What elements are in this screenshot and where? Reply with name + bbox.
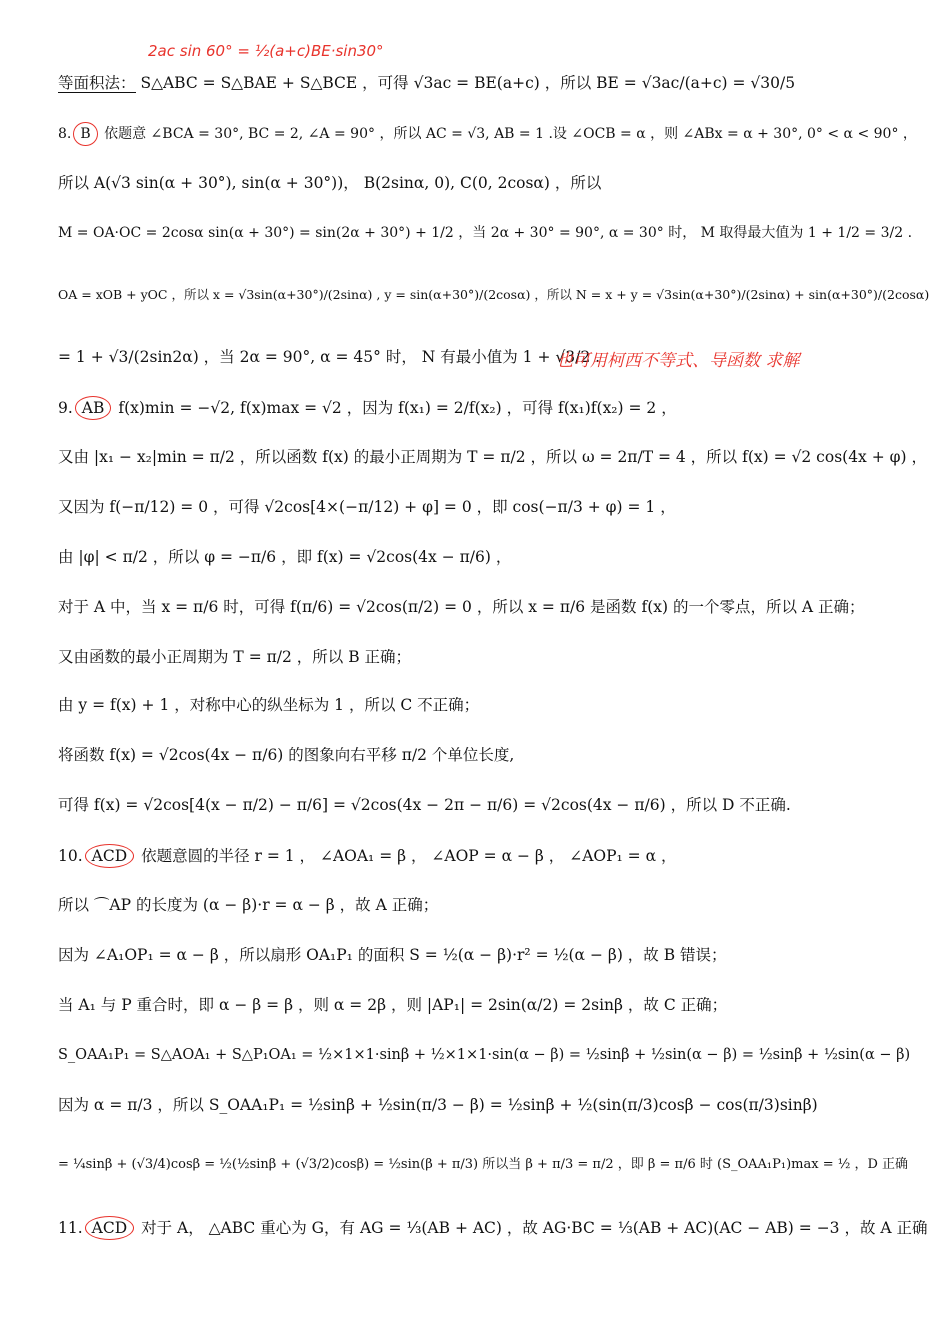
line-l20: 因为 α = π/3 ，所以 S_OAA₁P₁ = ½sinβ + ½sin(π/3 − β) = ½sinβ + ½(sin(π/3)cosβ − cos(π/3)sinβ) (58, 1096, 818, 1114)
line-text: S△ABC = S△BAE + S△BCE ，可得 √3ac = BE(a+c) ，所以 BE = √3ac/(a+c) = √30/5 (140, 74, 796, 92)
line-l10: 对于 A 中，当 x = π/6 时，可得 f(π/6) = √2cos(π/2) = 0 ，所以 x = π/6 是函数 f(x) 的一个零点，所以 A 正确； (58, 598, 865, 616)
problem-number: 8. (58, 126, 72, 142)
line-l17: 因为 ∠A₁OP₁ = α − β ，所以扇形 OA₁P₁ 的面积 S = ½(α − β)·r² = ½(α − β) ，故 B 错误； (58, 946, 727, 964)
problem-8 (58, 122, 930, 146)
line-text: 对于 A， △ABC 重心为 G，有 AG = ⅓(AB + AC) ，故 AG·BC = ⅓(AB + AC)(AC − AB) = −3 ，故 A 正确 (141, 1219, 928, 1237)
line-l8: 又因为 f(−π/12) = 0 ，可得 √2cos[4×(−π/12) + φ] = 0 ，即 cos(−π/3 + φ) = 1 ， (58, 498, 676, 516)
answer-circle: ACD (85, 1216, 134, 1240)
problem-9 (58, 396, 930, 420)
line-text: 依题意圆的半径 r = 1 ， ∠AOA₁ = β ， ∠AOP = α − β ， ∠AOP₁ = α ， (141, 847, 677, 865)
answer-circle: AB (75, 396, 112, 420)
line-l13: 将函数 f(x) = √2cos(4x − π/6) 的图象向右平移 π/2 个单位长度, (58, 746, 515, 764)
problem-number: 9. (58, 399, 73, 417)
line-l12: 由 y = f(x) + 1 ，对称中心的纵坐标为 1 ，所以 C 不正确； (58, 696, 480, 714)
handwritten-note-top: 2ac sin 60° = ½(a+c)BE·sin30° (148, 42, 384, 60)
answer-circle: ACD (85, 844, 134, 868)
line-l9: 由 |φ| < π/2 ，所以 φ = −π/6 ，即 f(x) = √2cos(4x − π/6) ， (58, 548, 512, 566)
problem-10 (58, 844, 930, 868)
problem-number: 10. (58, 847, 83, 865)
method-label: 等面积法： (58, 74, 136, 92)
answer-circle: B (73, 122, 97, 146)
line-l19: S_OAA₁P₁ = S△AOA₁ + S△P₁OA₁ = ½×1×1·sinβ + ½×1×1·sin(α − β) = ½sinβ + ½sin(α − β) = ½sinβ + ½sin(α − β) (58, 1047, 911, 1063)
line-l3: M = OA·OC = 2cosα sin(α + 30°) = sin(2α + 30°) + 1/2 ，当 2α + 30° = 90°, α = 30° 时， M 取得最大值为 1 + 1/2 = 3/2 . (58, 225, 913, 241)
line-l7: 又由 |x₁ − x₂|min = π/2 ，所以函数 f(x) 的最小正周期为 T = π/2 ，所以 ω = 2π/T = 4 ，所以 f(x) = √2 cos(4x + φ) ， (58, 448, 927, 466)
line-l16: 所以 ⌒AP 的长度为 (α − β)·r = α − β ，故 A 正确； (58, 896, 439, 914)
line-l5: = 1 + √3/(2sin2α) ，当 2α = 90°, α = 45° 时， N 有最小值为 1 + √3/2 . (58, 348, 601, 366)
problem-number: 11. (58, 1219, 83, 1237)
line-l21: = ¼sinβ + (√3/4)cosβ = ½(½sinβ + (√3/2)cosβ) = ½sin(β + π/3) 所以当 β + π/3 = π/2 ，即 β = π/6 时 (S_OAA₁P₁)max = ½ ，D 正确 (58, 1157, 909, 1172)
line-text: 依题意 ∠BCA = 30°, BC = 2, ∠A = 90° ，所以 AC = √3, AB = 1 .设 ∠OCB = α ，则 ∠ABx = α + 30°, 0° < α < 90° ， (104, 126, 917, 142)
line-l2: 所以 A(√3 sin(α + 30°), sin(α + 30°))， B(2sinα, 0), C(0, 2cosα) ，所以 (58, 174, 602, 192)
line-l18: 当 A₁ 与 P 重合时，即 α − β = β ，则 α = 2β ，则 |AP₁| = 2sin(α/2) = 2sinβ ，故 C 正确； (58, 996, 728, 1014)
line-l11: 又由函数的最小正周期为 T = π/2 ，所以 B 正确； (58, 648, 412, 666)
line-l14: 可得 f(x) = √2cos[4(x − π/2) − π/6] = √2cos(4x − 2π − π/6) = √2cos(4x − π/6) ，所以 D 不正确. (58, 796, 791, 814)
line-text: f(x)min = −√2, f(x)max = √2 ，因为 f(x₁) = 2/f(x₂) ，可得 f(x₁)f(x₂) = 2 ， (118, 399, 677, 417)
handwritten-note-mid: 也可用柯西不等式、导函数 求解 (556, 351, 800, 371)
problem-11 (58, 1216, 930, 1240)
line-l0 (58, 72, 930, 94)
line-l4: OA = xOB + yOC ，所以 x = √3sin(α+30°)/(2sinα) , y = sin(α+30°)/(2cosα) ，所以 N = x + y = √3sin(α+30°)/(2sinα) + sin(α+30°)/(2cosα) (58, 287, 930, 302)
